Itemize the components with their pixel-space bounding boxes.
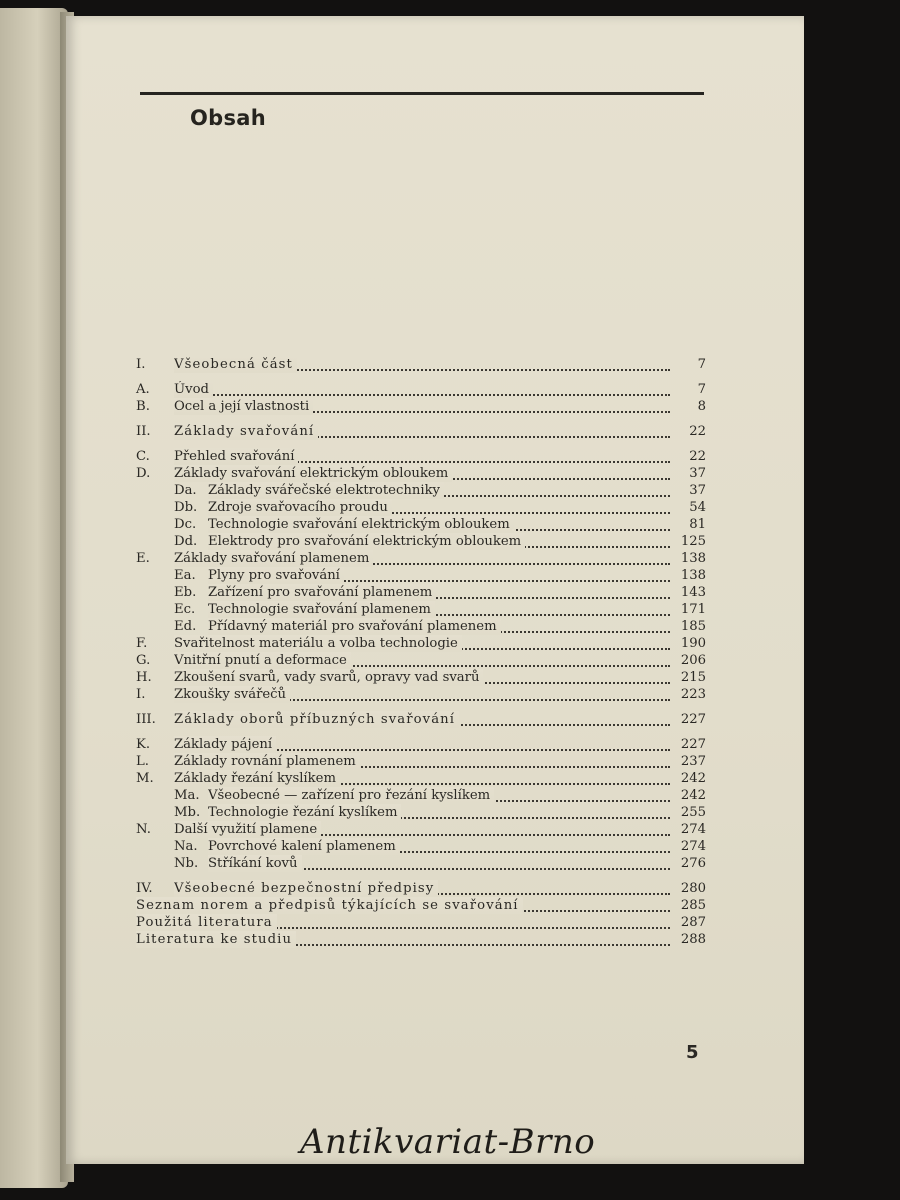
toc-entry [136, 711, 706, 728]
toc-entry-page: 81 [689, 517, 706, 532]
toc-entry-title: Seznam norem a předpisů týkajících se svařování [136, 897, 523, 914]
toc-entry-number: C. [136, 449, 150, 464]
toc-entry-page: 8 [697, 399, 706, 414]
toc-entry-number: L. [136, 754, 149, 769]
toc-entry-number: Dc. [174, 517, 197, 532]
toc-entry-title: Ocel a její vlastnosti [174, 398, 313, 415]
toc-entry-title: Základy svářečské elektrotechniky [208, 482, 444, 499]
header-rule [140, 92, 704, 95]
toc-entry-title: Povrchové kalení plamenem [208, 838, 400, 855]
toc-entry-title: Použitá literatura [136, 914, 277, 931]
toc-entry-page: 280 [680, 881, 706, 896]
toc-entry-title: Další využití plamene [174, 821, 321, 838]
toc-entry-page: 22 [689, 424, 706, 439]
toc-entry-title: Zařízení pro svařování plamenem [208, 584, 436, 601]
toc-entry-title: Zkoušky svářečů [174, 686, 290, 703]
toc-entry-page: 37 [689, 483, 706, 498]
toc-entry-number: Nb. [174, 856, 199, 871]
table-of-contents [136, 356, 706, 948]
toc-entry-number: III. [136, 712, 156, 727]
toc-entry [136, 398, 706, 415]
toc-entry-page: 125 [680, 534, 706, 549]
toc-entry-title: Základy svařování plamenem [174, 550, 373, 567]
watermark-signature: Antikvariat-Brno [300, 1122, 596, 1162]
toc-entry-title: Základy svařování elektrickým obloukem [174, 465, 452, 482]
toc-entry-title: Přehled svařování [174, 448, 298, 465]
toc-entry-title: Zkoušení svarů, vady svarů, opravy vad svarů [174, 669, 483, 686]
toc-entry-title: Všeobecné — zařízení pro řezání kyslíkem [208, 787, 494, 804]
page-number: 5 [686, 1042, 699, 1063]
toc-entry-title: Elektrody pro svařování elektrickým obloukem [208, 533, 525, 550]
toc-entry-page: 37 [689, 466, 706, 481]
toc-entry [136, 356, 706, 373]
toc-entry-page: 242 [680, 788, 706, 803]
toc-entry-title: Stříkání kovů [208, 855, 302, 872]
toc-entry-number: IV. [136, 881, 153, 896]
toc-entry [136, 686, 706, 703]
toc-entry-page: 276 [680, 856, 706, 871]
toc-entry-page: 227 [680, 737, 706, 752]
toc-entry-number: E. [136, 551, 150, 566]
facing-page-edge [0, 8, 68, 1188]
toc-entry-page: 7 [697, 357, 706, 372]
toc-entry-title: Všeobecná část [174, 356, 297, 373]
toc-entry-number: Eb. [174, 585, 197, 600]
toc-entry-title: Vnitřní pnutí a deformace [174, 652, 351, 669]
toc-entry-number: A. [136, 382, 150, 397]
toc-entry-page: 190 [680, 636, 706, 651]
toc-entry-title: Plyny pro svařování [208, 567, 344, 584]
toc-entry-page: 285 [680, 898, 706, 913]
toc-entry-title: Technologie svařování elektrickým obloukem [208, 516, 514, 533]
toc-entry-number: Ed. [174, 619, 197, 634]
toc-entry-title: Základy svařování [174, 423, 318, 440]
toc-entry-title: Technologie řezání kyslíkem [208, 804, 401, 821]
toc-entry-page: 54 [689, 500, 706, 515]
toc-entry-number: Mb. [174, 805, 201, 820]
toc-entry-number: K. [136, 737, 151, 752]
toc-entry-page: 274 [680, 822, 706, 837]
toc-entry [136, 855, 706, 872]
toc-entry-number: G. [136, 653, 151, 668]
toc-entry-number: Dd. [174, 534, 198, 549]
toc-entry-page: 288 [680, 932, 706, 947]
toc-entry-title: Základy oborů příbuzných svařování [174, 711, 459, 728]
toc-entry-page: 242 [680, 771, 706, 786]
toc-entry-title: Základy pájení [174, 736, 276, 753]
toc-entry-page: 7 [697, 382, 706, 397]
toc-entry-page: 138 [680, 551, 706, 566]
toc-entry-number: I. [136, 687, 146, 702]
toc-entry-title: Zdroje svařovacího proudu [208, 499, 392, 516]
toc-entry-page: 143 [680, 585, 706, 600]
toc-entry-number: Da. [174, 483, 197, 498]
toc-entry [136, 931, 706, 948]
toc-entry-page: 138 [680, 568, 706, 583]
toc-entry-number: B. [136, 399, 150, 414]
toc-entry-title: Všeobecné bezpečnostní předpisy [174, 880, 438, 897]
toc-entry-page: 185 [680, 619, 706, 634]
toc-entry-page: 227 [680, 712, 706, 727]
toc-entry-page: 274 [680, 839, 706, 854]
toc-entry-number: Ec. [174, 602, 196, 617]
toc-entry-number: F. [136, 636, 148, 651]
book-page [66, 16, 804, 1164]
toc-entry-number: M. [136, 771, 154, 786]
toc-entry-number: Db. [174, 500, 198, 515]
toc-entry-number: H. [136, 670, 152, 685]
toc-entry-page: 206 [680, 653, 706, 668]
toc-entry-page: 171 [680, 602, 706, 617]
toc-entry-number: Ea. [174, 568, 196, 583]
toc-entry-title: Základy rovnání plamenem [174, 753, 360, 770]
toc-entry-number: I. [136, 357, 146, 372]
page-title: Obsah [190, 106, 267, 130]
toc-entry-page: 255 [680, 805, 706, 820]
toc-entry-page: 215 [680, 670, 706, 685]
toc-entry-title: Úvod [174, 381, 213, 398]
toc-entry-title: Základy řezání kyslíkem [174, 770, 340, 787]
toc-entry-page: 22 [689, 449, 706, 464]
toc-entry-title: Literatura ke studiu [136, 931, 296, 948]
toc-entry-title: Technologie svařování plamenem [208, 601, 435, 618]
toc-entry [136, 423, 706, 440]
toc-entry-page: 237 [680, 754, 706, 769]
toc-entry-number: Ma. [174, 788, 200, 803]
toc-entry-number: Na. [174, 839, 198, 854]
toc-entry-number: N. [136, 822, 151, 837]
toc-entry-title: Svařitelnost materiálu a volba technologie [174, 635, 462, 652]
toc-entry-page: 223 [680, 687, 706, 702]
toc-entry-page: 287 [680, 915, 706, 930]
toc-entry-title: Přídavný materiál pro svařování plamenem [208, 618, 501, 635]
toc-entry-number: II. [136, 424, 151, 439]
toc-entry-number: D. [136, 466, 151, 481]
